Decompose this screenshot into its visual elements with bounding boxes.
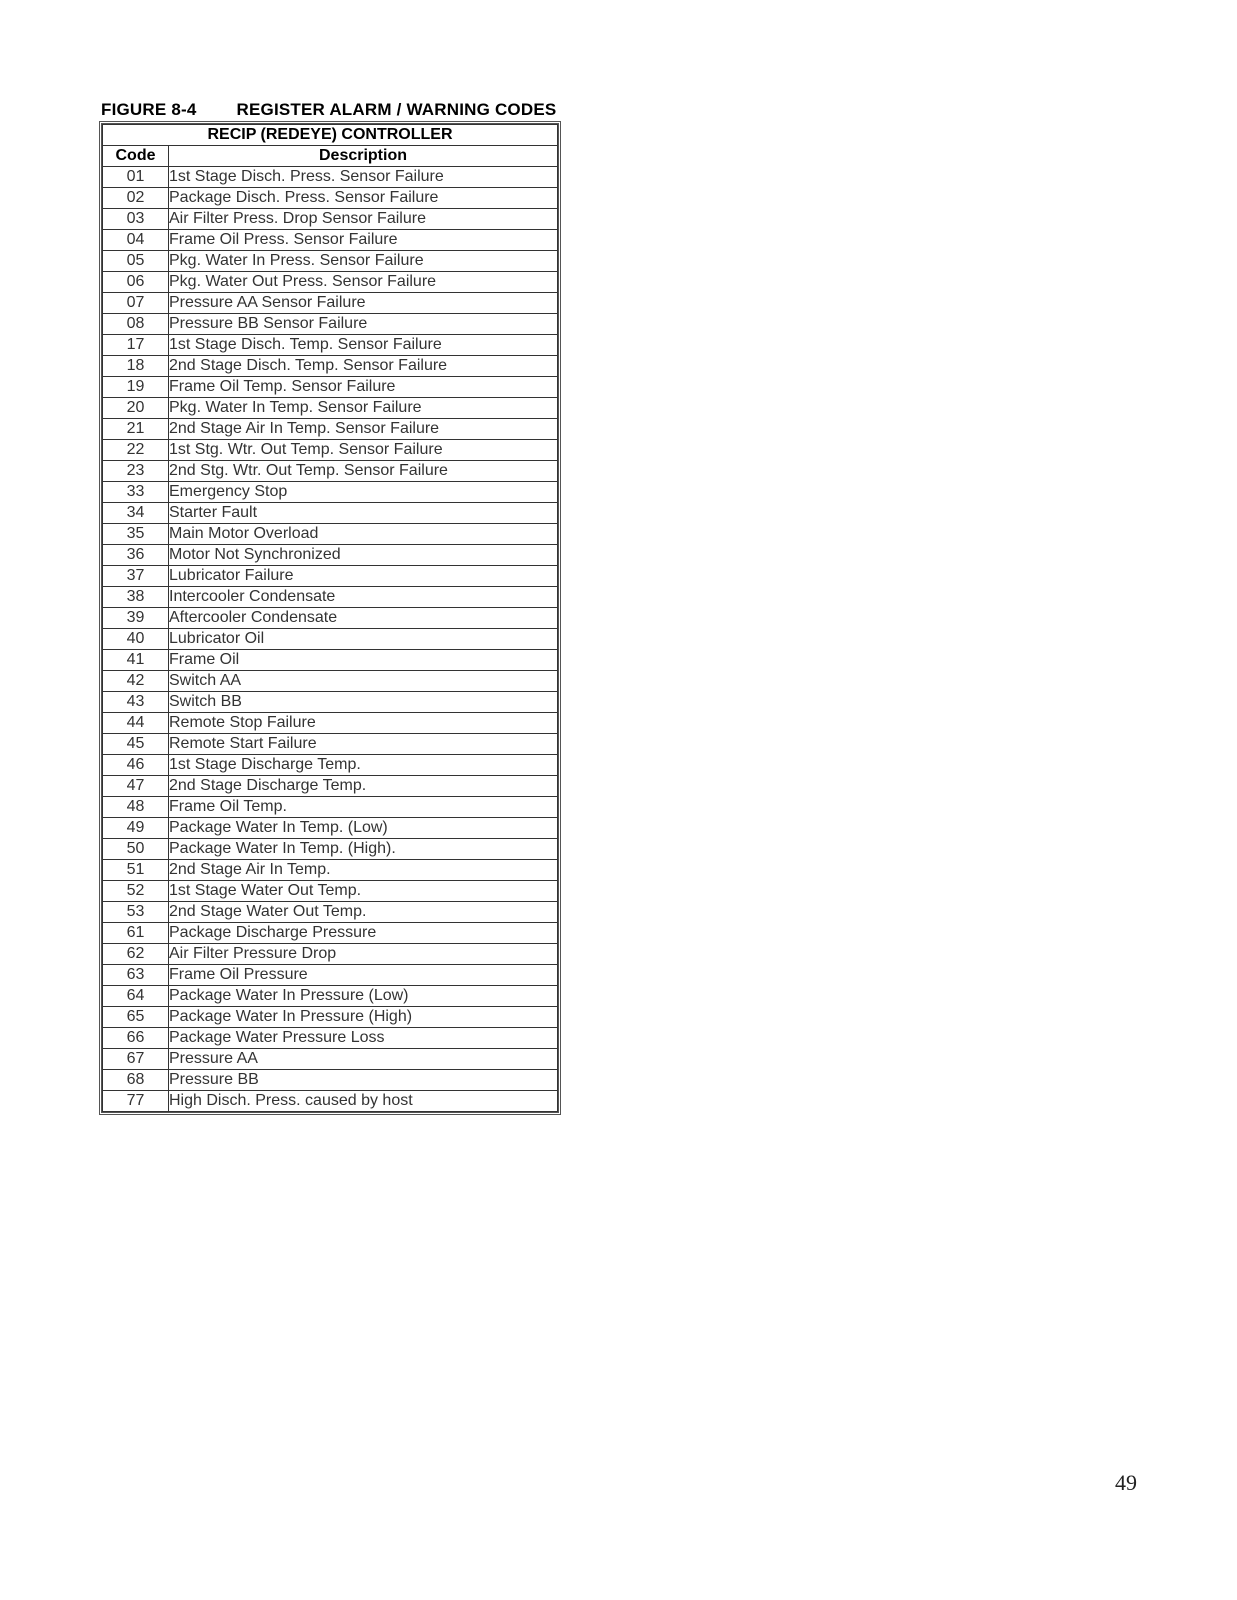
code-cell: 52 (103, 881, 169, 902)
code-cell: 34 (103, 503, 169, 524)
table-row (103, 503, 558, 524)
code-cell: 53 (103, 902, 169, 923)
table-row (103, 692, 558, 713)
description-cell: Remote Start Failure (169, 734, 558, 755)
table-row (103, 608, 558, 629)
code-cell: 65 (103, 1007, 169, 1028)
table-row (103, 860, 558, 881)
description-cell: Pkg. Water In Temp. Sensor Failure (169, 398, 558, 419)
description-cell: 1st Stage Discharge Temp. (169, 755, 558, 776)
code-cell: 43 (103, 692, 169, 713)
code-cell: 44 (103, 713, 169, 734)
table-row (103, 650, 558, 671)
table-row (103, 524, 558, 545)
table-row (103, 965, 558, 986)
table-row (103, 671, 558, 692)
code-cell: 67 (103, 1049, 169, 1070)
alarm-codes-table-frame (99, 121, 561, 1115)
description-cell: Frame Oil (169, 650, 558, 671)
figure-label: FIGURE 8-4 (101, 100, 197, 119)
table-row (103, 818, 558, 839)
table-body (103, 167, 558, 1112)
code-cell: 38 (103, 587, 169, 608)
table-row (103, 314, 558, 335)
description-cell: Pkg. Water Out Press. Sensor Failure (169, 272, 558, 293)
description-cell: Lubricator Failure (169, 566, 558, 587)
table-row (103, 944, 558, 965)
code-cell: 18 (103, 356, 169, 377)
description-cell: Frame Oil Press. Sensor Failure (169, 230, 558, 251)
description-cell: 1st Stg. Wtr. Out Temp. Sensor Failure (169, 440, 558, 461)
table-row (103, 734, 558, 755)
table-caption: RECIP (REDEYE) CONTROLLER (103, 125, 558, 146)
description-cell: Aftercooler Condensate (169, 608, 558, 629)
description-cell: Package Water In Temp. (Low) (169, 818, 558, 839)
description-cell: Lubricator Oil (169, 629, 558, 650)
table-row (103, 713, 558, 734)
table-caption-row (103, 125, 558, 146)
code-cell: 22 (103, 440, 169, 461)
table-row (103, 251, 558, 272)
description-cell: Frame Oil Temp. Sensor Failure (169, 377, 558, 398)
table-row (103, 629, 558, 650)
description-cell: 2nd Stage Air In Temp. Sensor Failure (169, 419, 558, 440)
description-cell: Package Water In Temp. (High). (169, 839, 558, 860)
description-cell: Switch BB (169, 692, 558, 713)
description-cell: Pressure AA (169, 1049, 558, 1070)
description-cell: High Disch. Press. caused by host (169, 1091, 558, 1112)
table-row (103, 881, 558, 902)
header-description: Description (169, 146, 558, 167)
table-row (103, 293, 558, 314)
description-cell: Package Water In Pressure (Low) (169, 986, 558, 1007)
code-cell: 35 (103, 524, 169, 545)
description-cell: Remote Stop Failure (169, 713, 558, 734)
description-cell: Package Disch. Press. Sensor Failure (169, 188, 558, 209)
table-row (103, 398, 558, 419)
description-cell: Pressure BB (169, 1070, 558, 1091)
code-cell: 19 (103, 377, 169, 398)
table-row (103, 1070, 558, 1091)
page-number: 49 (1115, 1470, 1137, 1495)
description-cell: 2nd Stage Air In Temp. (169, 860, 558, 881)
alarm-codes-table (102, 124, 558, 1112)
code-cell: 33 (103, 482, 169, 503)
description-cell: 2nd Stage Discharge Temp. (169, 776, 558, 797)
code-cell: 20 (103, 398, 169, 419)
code-cell: 48 (103, 797, 169, 818)
description-cell: Frame Oil Temp. (169, 797, 558, 818)
table-row (103, 902, 558, 923)
description-cell: 1st Stage Disch. Press. Sensor Failure (169, 167, 558, 188)
description-cell: Package Water Pressure Loss (169, 1028, 558, 1049)
description-cell: Air Filter Press. Drop Sensor Failure (169, 209, 558, 230)
description-cell: Pressure AA Sensor Failure (169, 293, 558, 314)
description-cell: Pressure BB Sensor Failure (169, 314, 558, 335)
code-cell: 01 (103, 167, 169, 188)
code-cell: 05 (103, 251, 169, 272)
description-cell: Package Discharge Pressure (169, 923, 558, 944)
table-row (103, 440, 558, 461)
description-cell: Emergency Stop (169, 482, 558, 503)
table-row (103, 188, 558, 209)
description-cell: 2nd Stage Water Out Temp. (169, 902, 558, 923)
code-cell: 45 (103, 734, 169, 755)
description-cell: 1st Stage Disch. Temp. Sensor Failure (169, 335, 558, 356)
table-row (103, 209, 558, 230)
code-cell: 63 (103, 965, 169, 986)
table-row (103, 1007, 558, 1028)
code-cell: 47 (103, 776, 169, 797)
description-cell: Intercooler Condensate (169, 587, 558, 608)
code-cell: 64 (103, 986, 169, 1007)
code-cell: 51 (103, 860, 169, 881)
table-row (103, 986, 558, 1007)
code-cell: 62 (103, 944, 169, 965)
table-row (103, 167, 558, 188)
code-cell: 46 (103, 755, 169, 776)
description-cell: Pkg. Water In Press. Sensor Failure (169, 251, 558, 272)
table-row (103, 377, 558, 398)
description-cell: Air Filter Pressure Drop (169, 944, 558, 965)
code-cell: 50 (103, 839, 169, 860)
table-row (103, 545, 558, 566)
table-row (103, 776, 558, 797)
code-cell: 39 (103, 608, 169, 629)
table-row (103, 587, 558, 608)
code-cell: 37 (103, 566, 169, 587)
table-row (103, 797, 558, 818)
table-row (103, 335, 558, 356)
table-row (103, 923, 558, 944)
code-cell: 42 (103, 671, 169, 692)
code-cell: 66 (103, 1028, 169, 1049)
table-row (103, 566, 558, 587)
table-row (103, 1028, 558, 1049)
table-row (103, 839, 558, 860)
code-cell: 41 (103, 650, 169, 671)
figure-title: REGISTER ALARM / WARNING CODES (236, 100, 557, 119)
table-header-row (103, 146, 558, 167)
code-cell: 03 (103, 209, 169, 230)
code-cell: 36 (103, 545, 169, 566)
code-cell: 06 (103, 272, 169, 293)
description-cell: Package Water In Pressure (High) (169, 1007, 558, 1028)
code-cell: 21 (103, 419, 169, 440)
table-row (103, 755, 558, 776)
table-row (103, 419, 558, 440)
code-cell: 23 (103, 461, 169, 482)
code-cell: 04 (103, 230, 169, 251)
table-row (103, 1049, 558, 1070)
description-cell: 2nd Stage Disch. Temp. Sensor Failure (169, 356, 558, 377)
code-cell: 40 (103, 629, 169, 650)
code-cell: 08 (103, 314, 169, 335)
description-cell: 2nd Stg. Wtr. Out Temp. Sensor Failure (169, 461, 558, 482)
description-cell: Frame Oil Pressure (169, 965, 558, 986)
description-cell: Starter Fault (169, 503, 558, 524)
code-cell: 68 (103, 1070, 169, 1091)
description-cell: Motor Not Synchronized (169, 545, 558, 566)
table-row (103, 1091, 558, 1112)
code-cell: 02 (103, 188, 169, 209)
table-row (103, 461, 558, 482)
figure-heading (101, 100, 556, 120)
code-cell: 07 (103, 293, 169, 314)
code-cell: 49 (103, 818, 169, 839)
header-code: Code (103, 146, 169, 167)
table-row (103, 356, 558, 377)
table-row (103, 482, 558, 503)
table-row (103, 272, 558, 293)
code-cell: 61 (103, 923, 169, 944)
table-row (103, 230, 558, 251)
description-cell: Switch AA (169, 671, 558, 692)
description-cell: 1st Stage Water Out Temp. (169, 881, 558, 902)
code-cell: 77 (103, 1091, 169, 1112)
description-cell: Main Motor Overload (169, 524, 558, 545)
code-cell: 17 (103, 335, 169, 356)
